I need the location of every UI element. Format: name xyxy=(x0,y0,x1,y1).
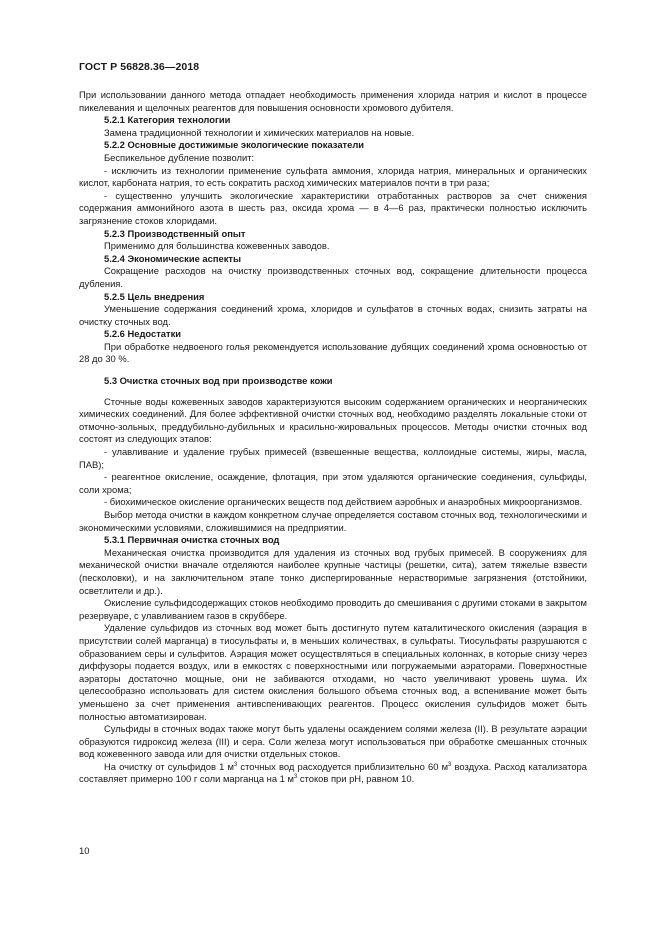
paragraph: Удаление сульфидов из сточных вод может быть достигнуто путем каталитического окисления (аэрация в присутствии солей марганца) в тиосульфаты и, в меньших количествах, в сульфаты. Тиосульфаты разрушаются с образованием серы и сульфитов. Аэрация может осуществляться в специальных колоннах, в которые снизу через диффузоры подается воздух, или в емкостях с поверхностными или погружаемыми аэраторами. Поверхностные аэраторы достаточно мощные, они не забиваются отходами, но часто увеличивают уровень шума. Их целесообразно использовать для систем окисления большого объема сточных вод, а вспенивание может быть уменьшено за счет применения антивспенивающих реагентов. Процесс окисления сульфидов может быть полностью автоматизирован. xyxy=(79,622,587,722)
list-item: - исключить из технологии применение сульфата аммония, хлорида натрия, минеральных и органических кислот, карбоната натрия, то есть сократить расход химических материалов почти в три раза; xyxy=(79,164,587,189)
paragraph-with-units xyxy=(79,761,587,786)
paragraph: Сточные воды кожевенных заводов характеризуются высоким содержанием органических и неорганических химических соединений. Для более эффективной очистки сточных вод, необходимо разделять локальные стоки от отмочно-зольных, преддубильно-дубильных и красильно-жировальных процессов. Методы очистки сточных вод состоят из следующих этапов: xyxy=(79,395,587,445)
paragraph: Беспикельное дубление позволит: xyxy=(104,151,255,163)
paragraph: Применимо для большинства кожевенных заводов. xyxy=(104,240,330,252)
text-run: На очистку от сульфидов 1 м xyxy=(104,760,234,772)
page-number: 10 xyxy=(79,845,90,856)
paragraph: Выбор метода очистки в каждом конкретном случае определяется составом сточных вод, технологическими и экономическими условиями, сложившимися на предприятии. xyxy=(79,509,587,533)
paragraph: Окисление сульфидсодержащих стоков необходимо проводить до смешивания с другими стоками в закрытом резервуаре, с улавливанием газов в скруббере. xyxy=(79,597,587,621)
heading-5-2-3: 5.2.3 Производственный опыт xyxy=(104,227,246,239)
list-item: - реагентное окисление, осаждение, флотация, при этом удаляются органические соединения, сульфиды, соли хрома; xyxy=(79,471,587,495)
list-item: - существенно улучшить экологические характеристики отработанных растворов за счет снижения содержания аммонийного азота в шесть раз, оксида хрома — в 4—6 раз, практически полностью исключить загрязнение стоков хлоридами. xyxy=(79,189,587,226)
text-run: сточных вод расходуется приблизительно 60 м xyxy=(237,760,449,772)
heading-5-3: 5.3 Очистка сточных вод при производстве кожи xyxy=(104,375,333,387)
paragraph: Механическая очистка производится для удаления из сточных вод грубых примесей. В сооружениях для механической очистки вначале отделяются наиболее крупные частицы (решетки, сита), затем тяжелые взвести (песколовки), и на заключительном этапе тонко диспергированные нерастворимые загрязнения (отстойники, осветлители и др.). xyxy=(79,546,587,596)
paragraph: При использовании данного метода отпадает необходимость применения хлорида натрия и кислот в процессе пикелевания и щелочных реагентов для повышения основности хромового дубителя. xyxy=(79,89,587,113)
heading-5-2-5: 5.2.5 Цель внедрения xyxy=(104,290,205,302)
list-item: - улавливание и удаление грубых примесей (взвешенные вещества, коллоидные системы, жиры, масла, ПАВ); xyxy=(79,446,587,470)
superscript: 3 xyxy=(233,761,238,768)
list-item: - биохимическое окисление органических веществ под действием аэробных и анаэробных микроорганизмов. xyxy=(104,496,583,508)
text-run: воздуха. Расход катализатора составляет примерно 100 г соли марганца на 1 м xyxy=(79,760,587,785)
heading-5-2-1: 5.2.1 Категория технологии xyxy=(104,114,231,126)
heading-5-2-6: 5.2.6 Недостатки xyxy=(104,328,182,340)
document-header: ГОСТ Р 56828.36—2018 xyxy=(79,61,200,73)
paragraph: Сокращение расходов на очистку производственных сточных вод, сокращение длительности процесса дубления. xyxy=(79,265,587,289)
document-body xyxy=(79,89,587,786)
paragraph: Сульфиды в сточных водах также могут быть удалены осаждением солями железа (II). В результате аэрации образуются гидроксид железа (III) и сера. Соли железа могут использоваться при обработке смешанных сточных вод кожевенного завода или для очистки отдельных стоков. xyxy=(79,723,587,760)
paragraph: Уменьшение содержания соединений хрома, хлоридов и сульфатов в сточных водах, снизить затраты на очистку сточных вод. xyxy=(79,303,587,327)
text-run: стоков при pH, равном 10. xyxy=(297,773,415,785)
superscript: 3 xyxy=(293,774,298,781)
paragraph: При обработке недвоеного голья рекомендуется использование дубящих соединений хрома основностью от 28 до 30 %. xyxy=(79,340,587,365)
heading-5-2-2: 5.2.2 Основные достижимые экологические показатели xyxy=(104,139,365,151)
superscript: 3 xyxy=(448,761,452,768)
heading-5-2-4: 5.2.4 Экономические аспекты xyxy=(104,252,241,264)
heading-5-3-1: 5.3.1 Первичная очистка сточных вод xyxy=(104,534,280,546)
paragraph: Замена традиционной технологии и химических материалов на новые. xyxy=(104,126,415,138)
